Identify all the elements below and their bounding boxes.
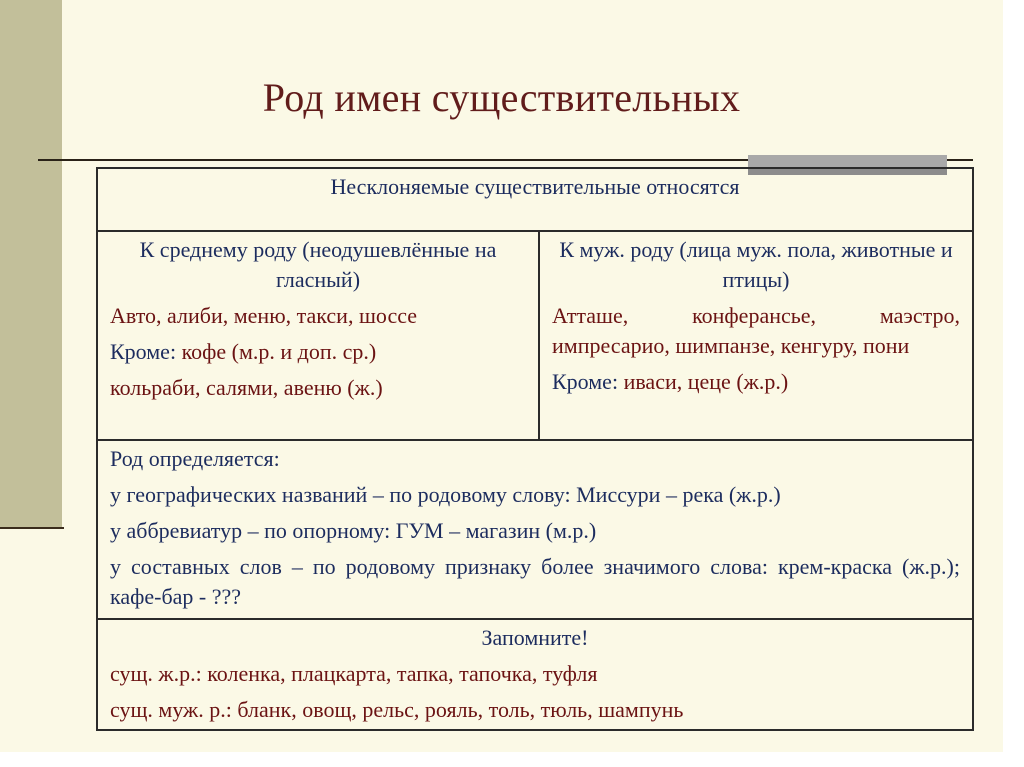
- neuter-cell: [97, 231, 539, 440]
- remember-row: [97, 619, 973, 730]
- table-header-text: Несклоняемые существительные относятся: [330, 174, 740, 199]
- table-header-cell: [97, 168, 973, 231]
- gender-rules-heading: Род определяется:: [110, 446, 280, 471]
- neuter-examples: Авто, алиби, меню, такси, шоссе: [110, 303, 418, 328]
- gender-rules-row: [97, 440, 973, 619]
- gender-rule-line: у географических названий – по родовому слову: Миссури – река (ж.р.): [110, 482, 781, 507]
- neuter-exception: [110, 337, 526, 367]
- neuter-except-value: кофе (м.р. и доп. ср.): [181, 339, 377, 364]
- neuter-heading: К среднему роду (неодушевлённые на гласный): [139, 237, 497, 292]
- masculine-cell: [539, 231, 973, 440]
- remember-cell: [97, 619, 973, 730]
- sidebar-underline: [0, 527, 64, 529]
- masculine-except-value: иваси, цеце (ж.р.): [623, 369, 789, 394]
- masculine-examples: Атташе, конферансье, маэстро, импресарио, шимпанзе, кенгуру, пони: [552, 303, 960, 358]
- remember-line: сущ. ж.р.: коленка, плацкарта, тапка, тапочка, туфля: [110, 661, 598, 686]
- masculine-except-label: Кроме:: [552, 369, 619, 394]
- table-header-row: [97, 168, 973, 231]
- table-categories-row: [97, 231, 973, 440]
- remember-line: сущ. муж. р.: бланк, овощ, рельс, рояль, толь, тюль, шампунь: [110, 697, 684, 722]
- remember-heading: Запомните!: [481, 625, 589, 650]
- masculine-exception: [552, 367, 960, 397]
- neuter-except-label: Кроме:: [110, 339, 177, 364]
- gender-rule-line: у аббревиатур – по опорному: ГУМ – магазин (м.р.): [110, 518, 597, 543]
- masculine-heading: К муж. роду (лица муж. пола, животные и птицы): [559, 237, 953, 292]
- gender-rules-table: [96, 167, 974, 731]
- gender-rule-line: у составных слов – по родовому признаку более значимого слова: крем-краска (ж.р.); кафе-бар - ???: [110, 554, 960, 609]
- slide-title: Род имен существительных: [262, 75, 741, 120]
- neuter-except-more: кольраби, салями, авеню (ж.): [110, 375, 383, 400]
- gender-rules-cell: [97, 440, 973, 619]
